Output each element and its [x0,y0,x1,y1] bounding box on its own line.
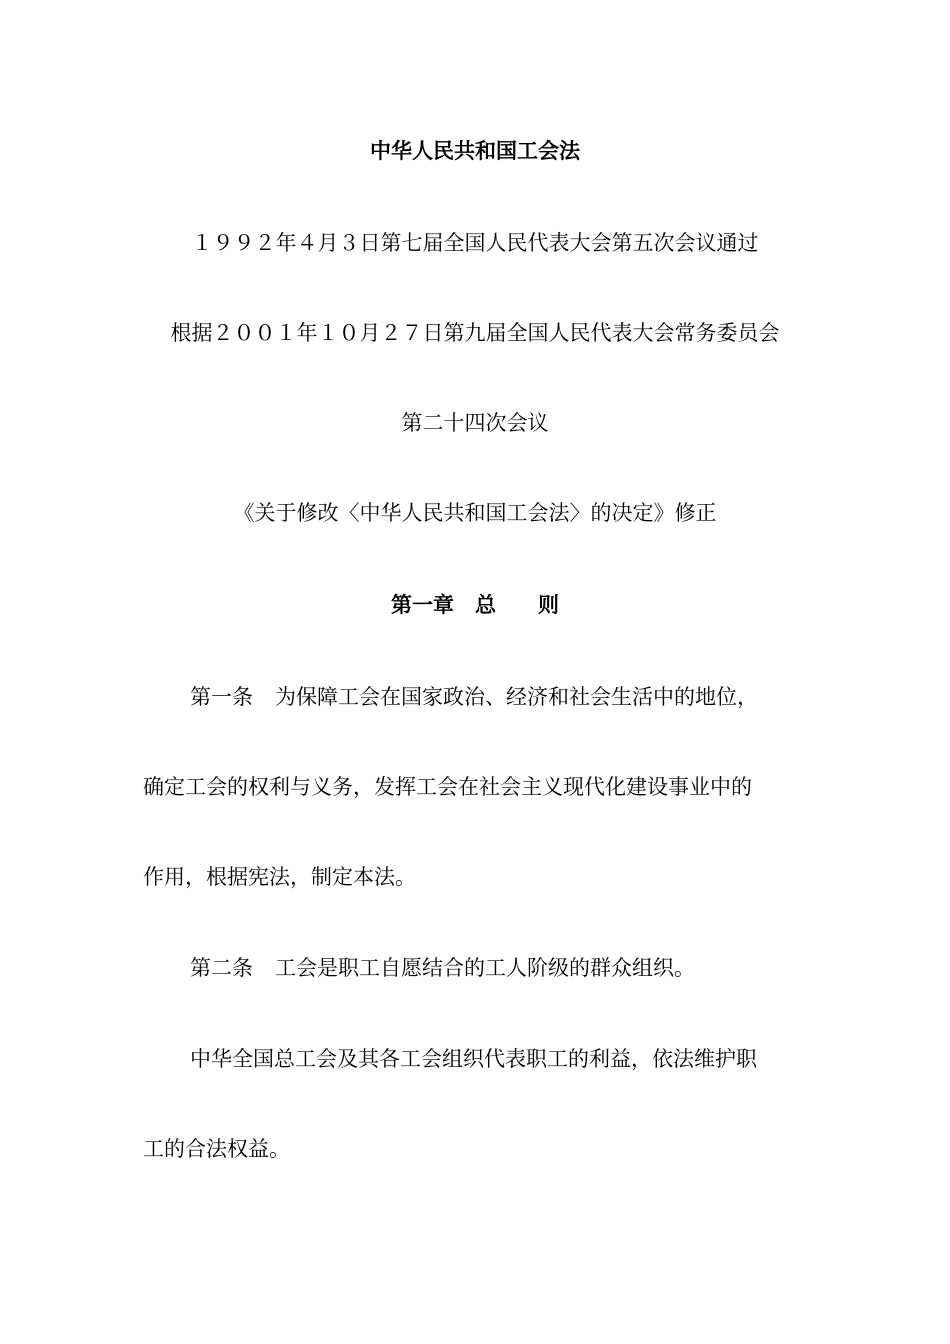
paragraph-3-line-2: 工的合法权益。 [143,1137,290,1161]
adoption-note: １９９２年４月３日第七届全国人民代表大会第五次会议通过 [191,231,759,255]
article-2-label: 第二条 [190,956,253,980]
article-1-text: 为保障工会在国家政治、经济和社会生活中的地位， [275,685,758,709]
article-1-first-line [190,683,758,711]
article-2-text: 工会是职工自愿结合的工人阶级的群众组织。 [275,956,695,980]
amendment-note-line-2: 第二十四次会议 [401,411,549,435]
article-1-line-2: 确定工会的权利与义务，发挥工会在社会主义现代化建设事业中的 [143,775,752,799]
amendment-note-line-3: 《关于修改〈中华人民共和国工会法〉的决定》修正 [233,501,717,525]
chapter-heading: 第一章 总 则 [391,592,559,617]
article-1-label: 第一条 [190,685,253,709]
article-2-first-line [190,954,695,982]
paragraph-3-line-1: 中华全国总工会及其各工会组织代表职工的利益，依法维护职 [190,1047,757,1071]
article-1-line-3: 作用，根据宪法，制定本法。 [143,865,416,889]
document-title: 中华人民共和国工会法 [370,138,580,163]
amendment-note-line-1: 根据２００１年１０月２７日第九届全国人民代表大会常务委员会 [170,321,780,345]
